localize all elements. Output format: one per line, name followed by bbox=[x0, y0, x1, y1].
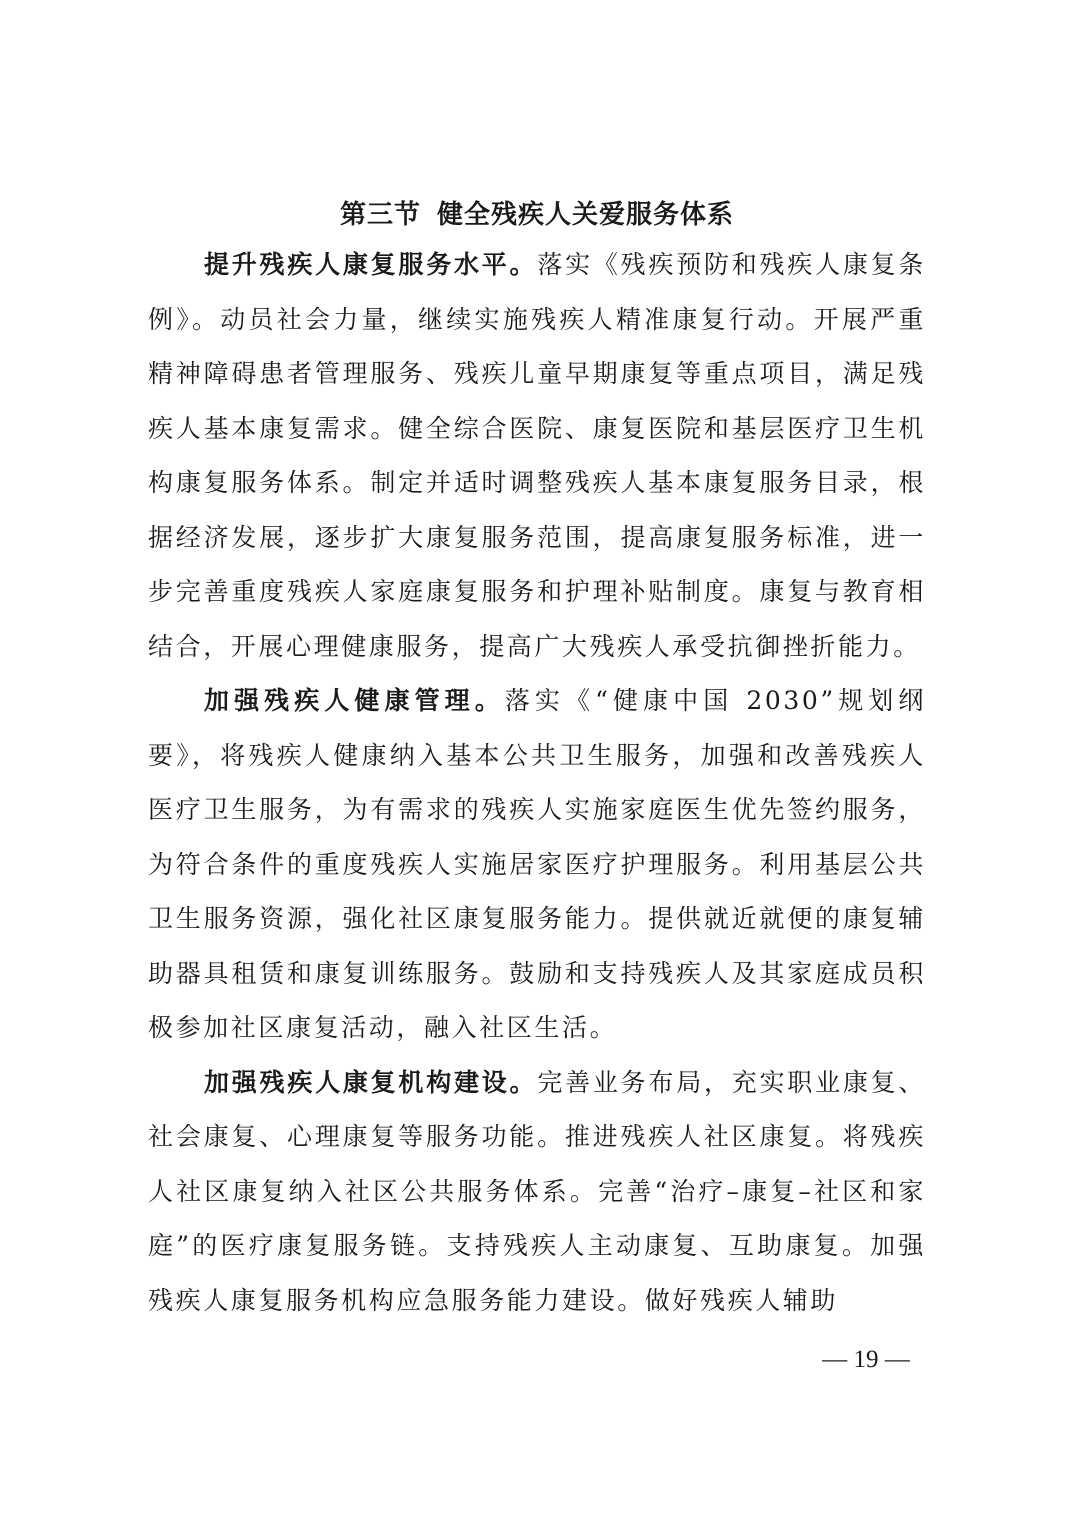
paragraph-health-management bbox=[148, 674, 926, 1056]
paragraph-lead: 提升残疾人康复服务水平。 bbox=[204, 250, 538, 279]
body-text bbox=[148, 238, 926, 1328]
paragraph-body: 落实《“健康中国 2030”规划纲要》，将残疾人健康纳入基本公共卫生服务，加强和改善残疾人医疗卫生服务，为有需求的残疾人实施家庭医生优先签约服务，为符合条件的重度残疾人实施居家医疗护理服务。利用基层公共卫生服务资源，强化社区康复服务能力。提供就近就便的康复辅助器具租赁和康复训练服务。鼓励和支持残疾人及其家庭成员积极参加社区康复活动，融入社区生活。 bbox=[148, 686, 926, 1042]
page-number: — 19 — bbox=[822, 1346, 910, 1373]
paragraph-lead: 加强残疾人康复机构建设。 bbox=[204, 1067, 538, 1097]
paragraph-body: 落实《残疾预防和残疾人康复条例》。动员社会力量，继续实施残疾人精准康复行动。开展严重精神障碍患者管理服务、残疾儿童早期康复等重点项目，满足残疾人基本康复需求。健全综合医院、康复医院和基层医疗卫生机构康复服务体系。制定并适时调整残疾人基本康复服务目录，根据经济发展，逐步扩大康复服务范围，提高康复服务标准，进一步完善重度残疾人家庭康复服务和护理补贴制度。康复与教育相结合，开展心理健康服务，提高广大残疾人承受抗御挫折能力。 bbox=[148, 250, 926, 661]
section-heading bbox=[0, 192, 1074, 238]
section-number: 第三节 bbox=[339, 200, 421, 230]
paragraph-lead: 加强残疾人健康管理。 bbox=[204, 686, 505, 715]
paragraph-rehabilitation-services bbox=[148, 238, 926, 674]
section-title: 健全残疾人关爱服务体系 bbox=[437, 200, 735, 230]
paragraph-body: 完善业务布局，充实职业康复、社会康复、心理康复等服务功能。推进残疾人社区康复。将残疾人社区康复纳入社区公共服务体系。完善“治疗–康复–社区和家庭”的医疗康复服务链。支持残疾人主动康复、互助康复。加强残疾人康复服务机构应急服务能力建设。做好残疾人辅助 bbox=[148, 1067, 926, 1315]
paragraph-institution-building bbox=[148, 1056, 926, 1329]
